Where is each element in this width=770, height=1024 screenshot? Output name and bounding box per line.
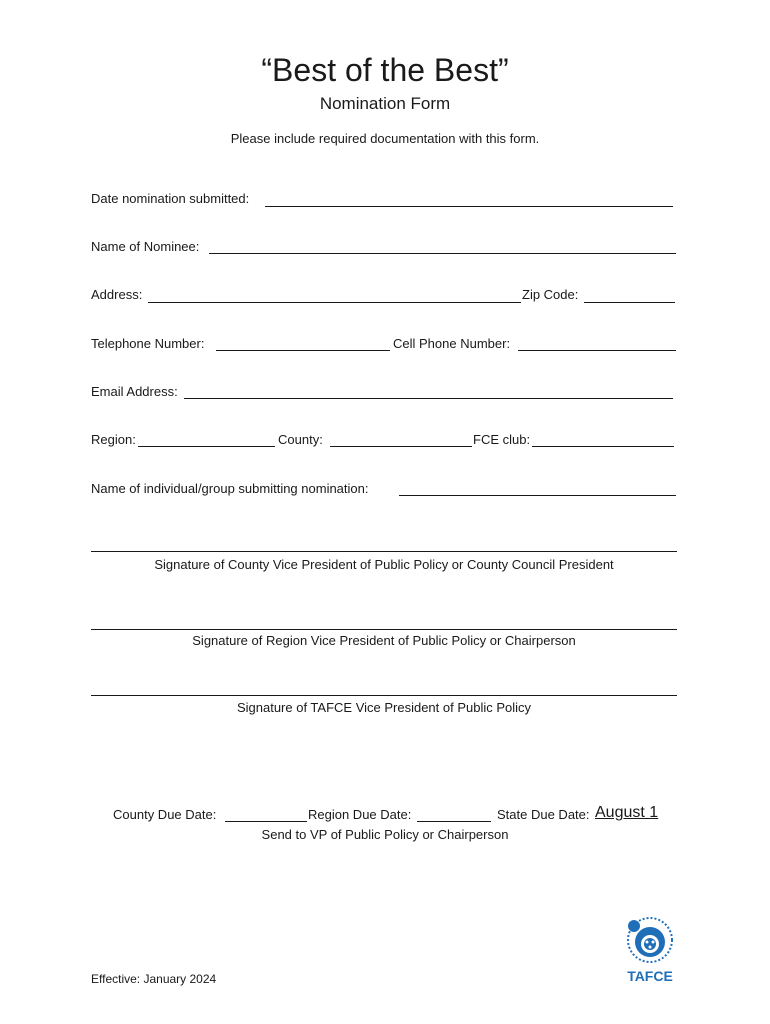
region-signature-caption: Signature of Region Vice President of Public Policy or Chairperson — [192, 633, 576, 648]
county-signature-caption: Signature of County Vice President of Public Policy or County Council President — [154, 557, 614, 572]
submitter-line[interactable] — [399, 495, 676, 496]
date-submitted-label: Date nomination submitted: — [91, 191, 250, 206]
county-due-date-line[interactable] — [225, 821, 307, 822]
email-line[interactable] — [184, 398, 673, 399]
cell-phone-line[interactable] — [518, 350, 676, 351]
region-line[interactable] — [138, 446, 275, 447]
state-due-date-value: August 1 — [595, 804, 659, 821]
region-signature-line[interactable] — [91, 629, 677, 630]
address-line[interactable] — [148, 302, 521, 303]
fce-club-line[interactable] — [532, 446, 674, 447]
form-title: “Best of the Best” — [261, 52, 509, 88]
nominee-name-line[interactable] — [209, 253, 676, 254]
tafce-logo — [618, 908, 682, 988]
cell-phone-label: Cell Phone Number: — [393, 336, 511, 351]
region-due-date-label: Region Due Date: — [308, 807, 412, 822]
county-signature-line[interactable] — [91, 551, 677, 552]
email-label: Email Address: — [91, 384, 178, 399]
zip-code-line[interactable] — [584, 302, 675, 303]
telephone-label: Telephone Number: — [91, 336, 205, 351]
tafce-logo-text: TAFCE — [627, 968, 673, 984]
send-to-note: Send to VP of Public Policy or Chairperson — [261, 827, 509, 842]
documentation-note: Please include required documentation with this form. — [230, 131, 540, 146]
county-due-date-label: County Due Date: — [113, 807, 217, 822]
county-line[interactable] — [330, 446, 472, 447]
tafce-signature-line[interactable] — [91, 695, 677, 696]
date-submitted-line[interactable] — [265, 206, 673, 207]
region-label: Region: — [91, 432, 136, 447]
state-due-date-label: State Due Date: — [497, 807, 590, 822]
county-label: County: — [278, 432, 323, 447]
telephone-line[interactable] — [216, 350, 390, 351]
form-subtitle: Nomination Form — [319, 94, 451, 113]
submitter-label: Name of individual/group submitting nomination: — [91, 481, 369, 496]
effective-date: Effective: January 2024 — [91, 972, 217, 986]
nominee-name-label: Name of Nominee: — [91, 239, 200, 254]
tafce-signature-caption: Signature of TAFCE Vice President of Public Policy — [236, 700, 532, 715]
zip-code-label: Zip Code: — [522, 287, 579, 302]
fce-club-label: FCE club: — [473, 432, 531, 447]
address-label: Address: — [91, 287, 143, 302]
region-due-date-line[interactable] — [417, 821, 491, 822]
